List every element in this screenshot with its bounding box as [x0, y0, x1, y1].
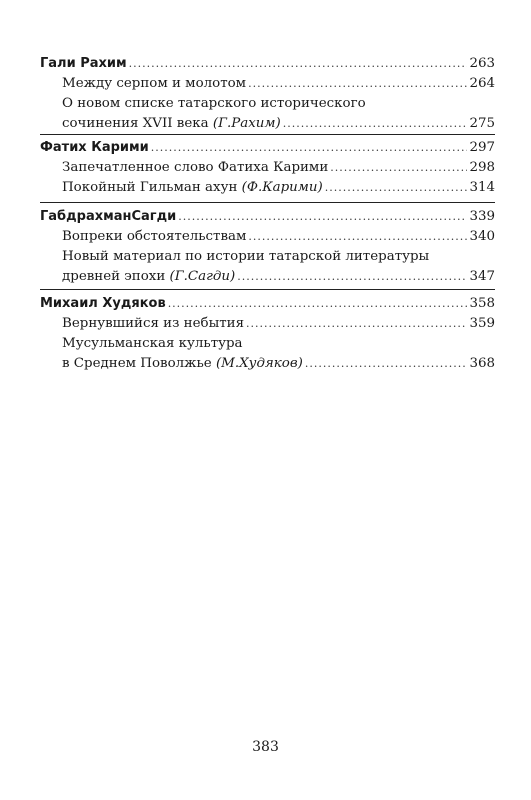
dot-leader: [248, 74, 467, 94]
toc-entry-title-line1: Новый материал по истории татарской литературы: [62, 249, 430, 264]
toc-page-number: 347: [469, 269, 495, 284]
toc-section-khudyakov: [40, 294, 495, 374]
toc-entry-title: Вопреки обстоятельствам: [62, 229, 247, 244]
toc-entry: [40, 354, 495, 374]
dot-leader: [283, 114, 468, 134]
toc-page-number: 297: [469, 140, 495, 155]
toc-page-number: 314: [469, 180, 495, 195]
toc-page-number: 298: [469, 160, 495, 175]
toc-entry-attribution: (Ф.Карими): [241, 180, 323, 195]
toc-page-number: 275: [469, 116, 495, 131]
toc-entry-title-line1: Мусульманская культура: [62, 336, 243, 351]
toc-page-number: 358: [469, 296, 495, 311]
toc-section-karimi: [40, 138, 495, 198]
toc-section-rahim: [40, 54, 495, 134]
toc-page-number: 339: [469, 209, 495, 224]
toc-page-number: 263: [469, 56, 495, 71]
toc-entry: [40, 114, 495, 134]
section-divider: [40, 134, 495, 135]
toc-section-sagdi: [40, 207, 495, 287]
toc-author-name: ГабдрахманСагди: [40, 209, 177, 224]
toc-entry: [40, 74, 495, 94]
dot-leader: [178, 207, 467, 227]
toc-entry-attribution: (Г.Рахим): [212, 116, 281, 131]
toc-author-name: Михаил Худяков: [40, 296, 166, 311]
toc-author-line: [40, 54, 495, 74]
toc-entry-title: Запечатленное слово Фатиха Карими: [62, 160, 329, 175]
dot-leader: [305, 354, 468, 374]
dot-leader: [151, 138, 468, 158]
toc-entry: [40, 267, 495, 287]
dot-leader: [168, 294, 468, 314]
toc-entry-title: Вернувшийся из небытия: [62, 316, 245, 331]
toc-entry-title-line2: сочинения XVII века (Г.Рахим): [62, 116, 281, 131]
toc-author-line: [40, 294, 495, 314]
section-divider: [40, 202, 495, 203]
dot-leader: [129, 54, 468, 74]
toc-entry: [40, 314, 495, 334]
toc-page-number: 359: [469, 316, 495, 331]
toc-page-number: 340: [469, 229, 495, 244]
toc-entry-title-line2: древней эпохи (Г.Сагди): [62, 269, 236, 284]
toc-entry-attribution: (Г.Сагди): [169, 269, 236, 284]
toc-entry-title-line1: О новом списке татарского исторического: [62, 96, 366, 111]
toc-entry-title: Покойный Гильман ахун (Ф.Карими): [62, 180, 323, 195]
section-divider: [40, 289, 495, 290]
toc-author-name: Гали Рахим: [40, 56, 127, 71]
dot-leader: [330, 158, 467, 178]
toc-page-number: 264: [469, 76, 495, 91]
toc-entry-title-line2: в Среднем Поволжье (М.Худяков): [62, 356, 303, 371]
toc-entry-title: Между серпом и молотом: [62, 76, 247, 91]
dot-leader: [248, 227, 467, 247]
dot-leader: [237, 267, 467, 287]
page-number: 383: [252, 739, 279, 755]
toc-author-name: Фатих Карими: [40, 140, 149, 155]
toc-author-line: [40, 138, 495, 158]
toc-entry: [40, 158, 495, 178]
toc-author-line: [40, 207, 495, 227]
dot-leader: [246, 314, 467, 334]
toc-page-number: 368: [469, 356, 495, 371]
toc-entry: [40, 178, 495, 198]
dot-leader: [325, 178, 468, 198]
toc-entry: [40, 227, 495, 247]
toc-entry-attribution: (М.Худяков): [215, 356, 303, 371]
